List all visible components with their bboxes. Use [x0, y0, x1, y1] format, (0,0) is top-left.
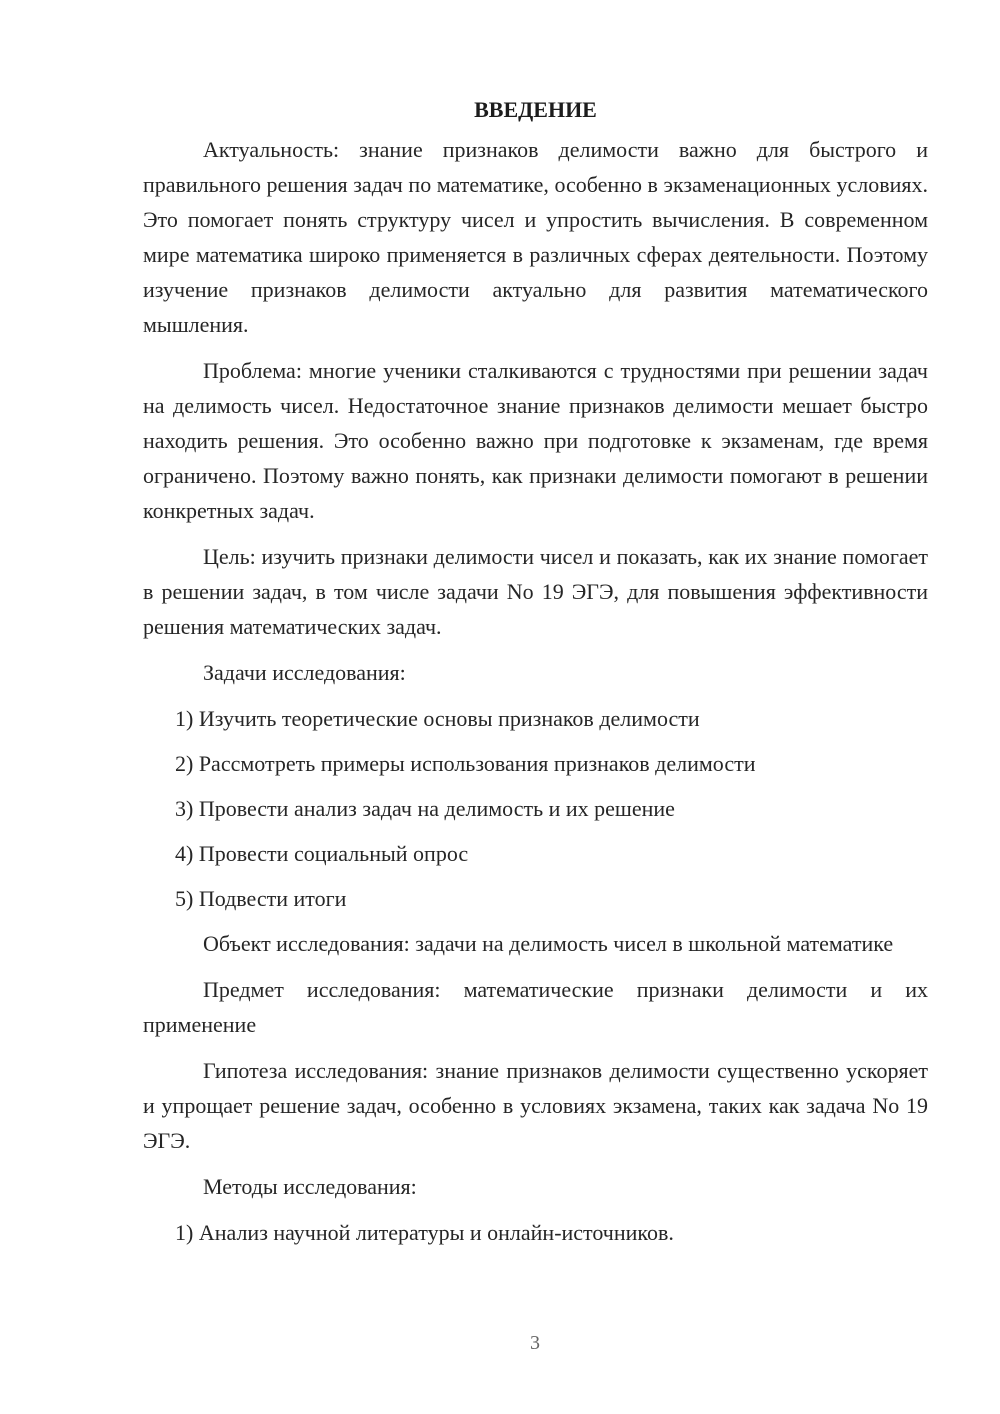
methods-title: Методы исследования: — [203, 1174, 417, 1199]
tasks-list — [143, 701, 928, 916]
document-page — [143, 92, 928, 1260]
task-item: 4) Провести социальный опрос — [175, 841, 469, 866]
object-paragraph: Объект исследования: задачи на делимость чисел в школьной математике — [203, 931, 894, 956]
problem-paragraph: Проблема: многие ученики сталкиваются с трудностями при решении задач на делимость чисел. Недостаточное знание признаков делимости мешает быстро находить решения. Это особенно важно при подготовке к экзаменам, где время ограничено. Поэтому важно понять, как признаки делимости помогают в решении конкретных задач. — [143, 358, 928, 523]
task-item: 1) Изучить теоретические основы признаков делимости — [175, 706, 700, 731]
method-item: 1) Анализ научной литературы и онлайн-источников. — [175, 1220, 674, 1245]
relevance-paragraph: Актуальность: знание признаков делимости важно для быстрого и правильного решения задач по математике, особенно в экзаменационных условиях. Это помогает понять структуру чисел и упростить вычисления. В современном мире математика широко применяется в различных сферах деятельности. Поэтому изучение признаков делимости актуально для развития математического мышления. — [143, 137, 928, 337]
task-item: 5) Подвести итоги — [175, 886, 347, 911]
methods-list — [143, 1215, 928, 1250]
section-heading: ВВЕДЕНИЕ — [474, 97, 597, 122]
subject-paragraph: Предмет исследования: математические признаки делимости и их применение — [143, 977, 928, 1037]
task-item: 2) Рассмотреть примеры использования признаков делимости — [175, 751, 756, 776]
hypothesis-paragraph: Гипотеза исследования: знание признаков делимости существенно ускоряет и упрощает решение задач, особенно в условиях экзамена, таких как задача No 19 ЭГЭ. — [143, 1058, 928, 1153]
tasks-title: Задачи исследования: — [203, 660, 406, 685]
page-number: 3 — [530, 1332, 540, 1354]
task-item: 3) Провести анализ задач на делимость и их решение — [175, 796, 675, 821]
goal-paragraph: Цель: изучить признаки делимости чисел и показать, как их знание помогает в решении задач, в том числе задачи No 19 ЭГЭ, для повышения эффективности решения математических задач. — [143, 544, 928, 639]
